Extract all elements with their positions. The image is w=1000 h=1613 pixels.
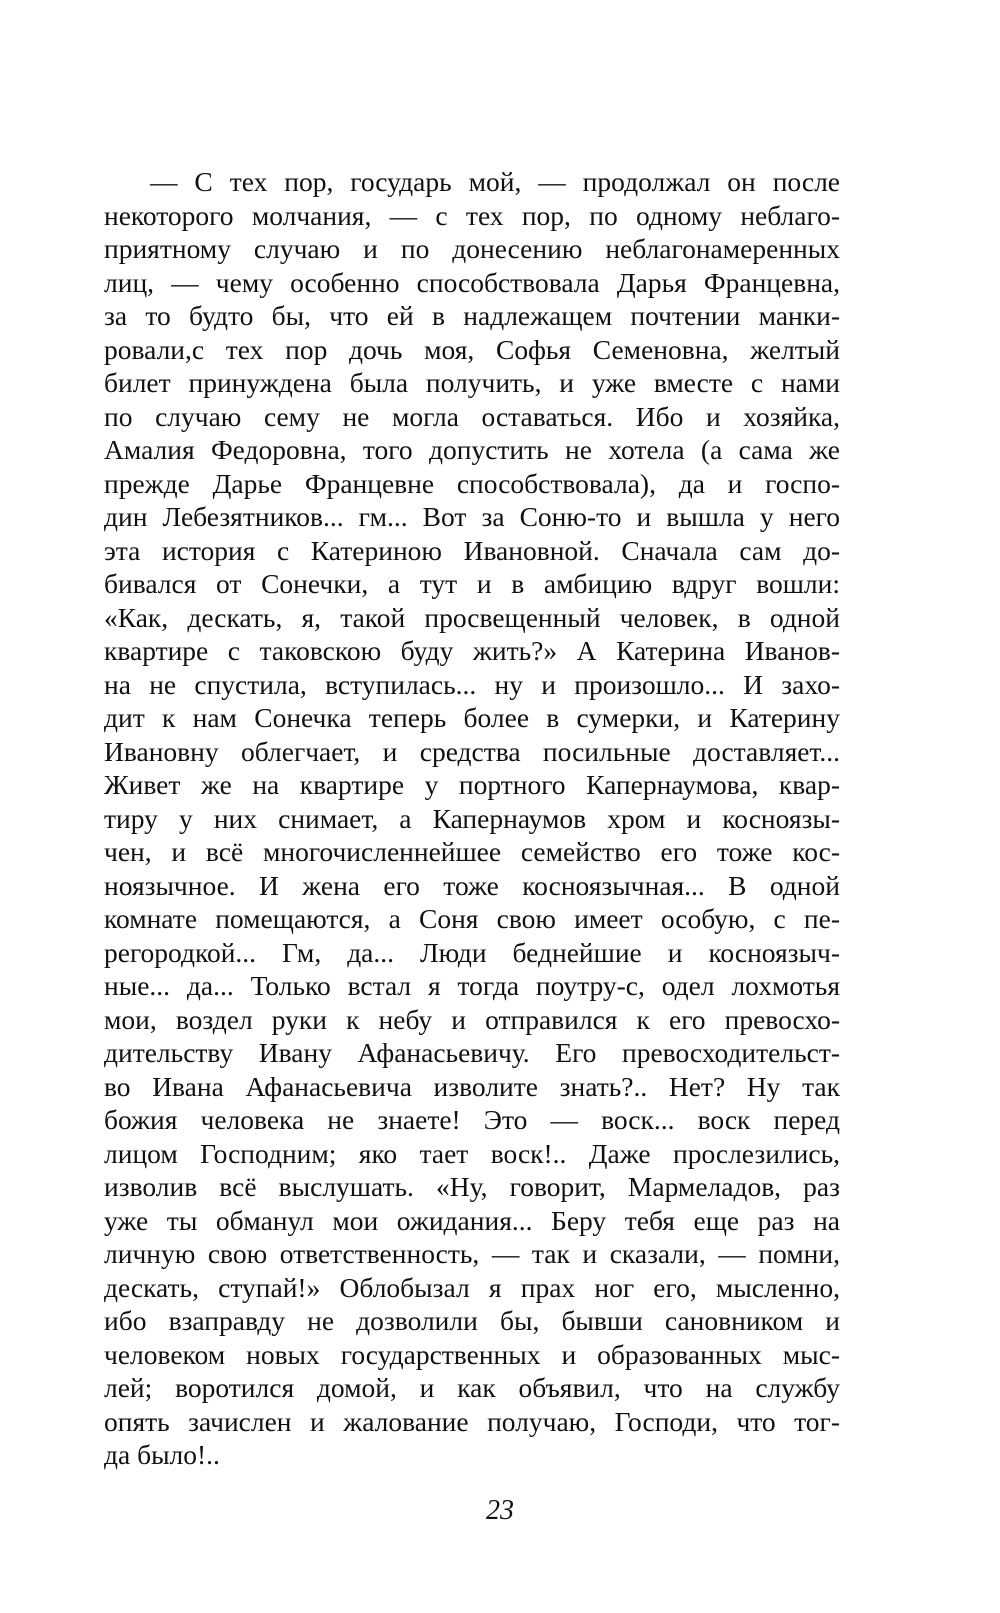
text-line-17: дит к нам Сонечка теперь более в сумерки, и Катерину xyxy=(104,702,840,733)
text-line-30: лицом Господним; яко тает воск!.. Даже прослезились, xyxy=(104,1137,840,1169)
text-line-3: приятному случаю и по донесению неблагонамеренных xyxy=(104,233,840,264)
text-line-4: лиц, — чему особенно способствовала Дарья Францевна, xyxy=(104,266,840,298)
text-line-14: «Как, дескать, я, такой просвещенный человек, в одной xyxy=(104,601,840,633)
text-line-8: по случаю сему не могла оставаться. Ибо и хозяйка, xyxy=(104,400,840,432)
text-line-10: прежде Дарье Францевне способствовала), да и госпо- xyxy=(104,467,840,499)
text-line-9: Амалия Федоровна, того допустить не хотела (а сама же xyxy=(104,434,840,465)
text-line-34: дескать, ступай!» Облобызал я прах ног его, мысленно, xyxy=(104,1271,840,1303)
text-line-24: регородкой... Гм, да... Люди беднейшие и косноязыч- xyxy=(104,936,840,968)
text-line-16: на не спустила, вступилась... ну и произошло... И захо- xyxy=(104,668,840,700)
text-line-27: дительству Ивану Афанасьевичу. Его превосходительст- xyxy=(104,1037,840,1068)
text-line-22: ноязычное. И жена его тоже косноязычная... В одной xyxy=(104,869,840,901)
text-line-29: божия человека не знаете! Это — воск... воск перед xyxy=(104,1104,840,1135)
text-line-18: Ивановну облегчает, и средства посильные доставляет... xyxy=(104,735,840,767)
text-line-28: во Ивана Афанасьевича изволите знать?.. Нет? Ну так xyxy=(104,1070,840,1102)
text-line-5: за то будто бы, что ей в надлежащем почтении манки- xyxy=(104,300,840,331)
text-line-13: бивался от Сонечки, а тут и в амбицию вдруг вошли: xyxy=(104,568,840,599)
page-number: 23 xyxy=(486,1495,514,1526)
text-line-7: билет принуждена была получить, и уже вместе с нами xyxy=(104,367,840,398)
text-line-39: да было!.. xyxy=(104,1439,220,1470)
text-line-33: личную свою ответственность, — так и сказали, — помни, xyxy=(104,1238,840,1269)
text-line-37: лей; воротился домой, и как объявил, что на службу xyxy=(104,1372,840,1403)
text-line-26: мои, воздел руки к небу и отправился к его превосхо- xyxy=(104,1003,840,1035)
text-line-11: дин Лебезятников... гм... Вот за Соню-то и вышла у него xyxy=(104,501,840,532)
body-text xyxy=(104,165,840,1472)
text-line-31: изволив всё выслушать. «Ну, говорит, Мармеладов, раз xyxy=(104,1171,840,1202)
text-line-32: уже ты обманул мои ожидания... Беру тебя еще раз на xyxy=(104,1204,840,1236)
text-line-35: ибо взаправду не дозволили бы, бывши сановником и xyxy=(104,1305,840,1336)
text-line-38: опять зачислен и жалование получаю, Господи, что тог- xyxy=(104,1405,840,1437)
text-line-1: — С тех пор, государь мой, — продолжал он после xyxy=(150,166,840,197)
text-line-19: Живет же на квартире у портного Капернаумова, квар- xyxy=(104,769,840,800)
text-line-2: некоторого молчания, — с тех пор, по одному неблаго- xyxy=(104,199,840,231)
text-line-21: чен, и всё многочисленнейшее семейство его тоже кос- xyxy=(104,836,840,867)
text-line-36: человеком новых государственных и образованных мыс- xyxy=(104,1338,840,1370)
text-line-25: ные... да... Только встал я тогда поутру-с, одел лохмотья xyxy=(104,970,840,1001)
text-line-6: ровали,с тех пор дочь моя, Софья Семеновна, желтый xyxy=(104,333,840,365)
text-line-12: эта история с Катериною Ивановной. Сначала сам до- xyxy=(104,534,840,566)
text-line-15: квартире с таковскою буду жить?» А Катерина Иванов- xyxy=(104,635,840,666)
text-line-23: комнате помещаются, а Соня свою имеет особую, с пе- xyxy=(104,903,840,934)
text-line-20: тиру у них снимает, а Капернаумов хром и косноязы- xyxy=(104,802,840,834)
